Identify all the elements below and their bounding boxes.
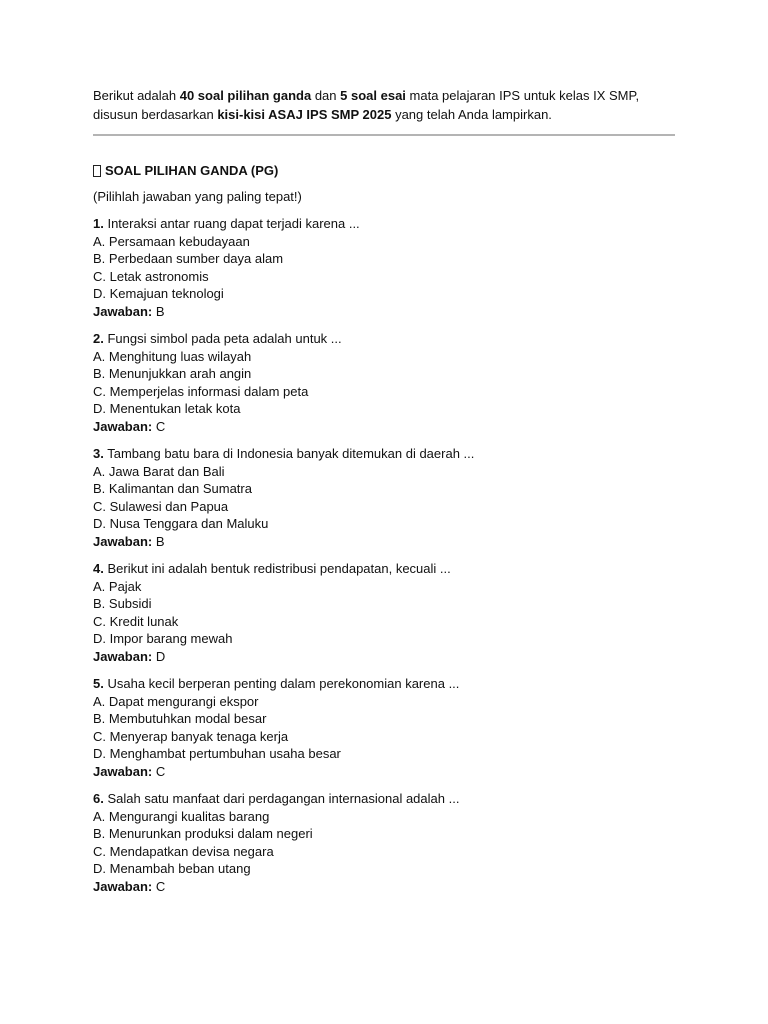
question-item: [93, 790, 675, 895]
answer-label: Jawaban:: [93, 418, 153, 434]
question-text: Interaksi antar ruang dapat terjadi karena ...: [107, 216, 360, 231]
answer-key: [93, 418, 675, 436]
answer-label: Jawaban:: [93, 878, 153, 894]
answer-key: [93, 763, 675, 781]
question-number: 2.: [93, 331, 104, 346]
answer-value: C: [155, 763, 166, 779]
answer-option: B. Subsidi: [93, 596, 152, 611]
answer-option: D. Nusa Tenggara dan Maluku: [93, 516, 269, 531]
answer-option: A. Menghitung luas wilayah: [93, 348, 252, 364]
intro-text-1: Berikut adalah: [93, 88, 180, 103]
answer-key: [93, 533, 675, 551]
intro-bold-essay-count: 5 soal esai: [340, 88, 406, 103]
intro-text-3: mata pelajaran IPS untuk kelas IX SMP, disusun berdasarkan: [93, 88, 640, 122]
answer-option: C. Sulawesi dan Papua: [93, 498, 229, 514]
answer-option: C. Kredit lunak: [93, 613, 179, 629]
question-item: [93, 560, 675, 665]
intro-text-2: dan: [311, 88, 341, 103]
answer-option: A. Mengurangi kualitas barang: [93, 808, 270, 824]
question-item: [93, 330, 675, 435]
question-number: 3.: [93, 446, 104, 461]
answer-option: D. Menghambat pertumbuhan usaha besar: [93, 746, 341, 761]
question-stem: [93, 445, 675, 463]
intro-paragraph: [93, 86, 675, 124]
question-stem: [93, 790, 675, 808]
question-stem: [93, 675, 675, 693]
answer-option: A. Pajak: [93, 578, 142, 594]
question-text: Berikut ini adalah bentuk redistribusi pendapatan, kecuali ...: [107, 561, 451, 576]
question-item: [93, 215, 675, 320]
answer-option: D. Kemajuan teknologi: [93, 286, 224, 301]
intro-bold-pg-count: 40 soal pilihan ganda: [179, 88, 312, 103]
answer-key: [93, 878, 675, 896]
answer-option: D. Impor barang mewah: [93, 631, 233, 646]
intro-text-4: yang telah Anda lampirkan.: [391, 107, 552, 122]
section-heading: [93, 162, 675, 179]
answer-option: D. Menambah beban utang: [93, 861, 251, 876]
question-stem: [93, 215, 675, 233]
question-number: 4.: [93, 561, 104, 576]
answer-key: [93, 303, 675, 321]
section-title: SOAL PILIHAN GANDA (PG): [105, 163, 279, 178]
answer-option: C. Menyerap banyak tenaga kerja: [93, 728, 289, 744]
answer-option: D. Menentukan letak kota: [93, 401, 241, 416]
answer-key: [93, 648, 675, 666]
question-number: 1.: [93, 216, 104, 231]
horizontal-divider: [93, 134, 675, 136]
answer-option: B. Kalimantan dan Sumatra: [93, 481, 252, 496]
document-page: [93, 86, 675, 895]
answer-option: A. Persamaan kebudayaan: [93, 233, 250, 249]
answer-option: C. Memperjelas informasi dalam peta: [93, 383, 309, 399]
question-item: [93, 675, 675, 780]
answer-value: C: [155, 418, 166, 434]
answer-option: B. Menurunkan produksi dalam negeri: [93, 826, 313, 841]
answer-option: B. Membutuhkan modal besar: [93, 711, 267, 726]
question-text: Fungsi simbol pada peta adalah untuk ...: [107, 331, 342, 346]
answer-option: A. Dapat mengurangi ekspor: [93, 693, 259, 709]
intro-bold-kisi-kisi: kisi-kisi ASAJ IPS SMP 2025: [217, 107, 392, 122]
answer-value: B: [155, 533, 165, 549]
answer-label: Jawaban:: [93, 763, 153, 779]
answer-value: D: [155, 648, 166, 664]
question-text: Salah satu manfaat dari perdagangan internasional adalah ...: [107, 791, 460, 806]
answer-label: Jawaban:: [93, 533, 153, 549]
question-item: [93, 445, 675, 550]
answer-option: A. Jawa Barat dan Bali: [93, 463, 225, 479]
answer-option: C. Mendapatkan devisa negara: [93, 843, 274, 859]
question-list: [93, 215, 675, 895]
answer-label: Jawaban:: [93, 303, 153, 319]
unknown-glyph-box-icon: [93, 165, 101, 177]
question-number: 5.: [93, 676, 104, 691]
section-instruction: (Pilihlah jawaban yang paling tepat!): [93, 189, 302, 204]
question-text: Usaha kecil berperan penting dalam perekonomian karena ...: [107, 676, 460, 691]
question-number: 6.: [93, 791, 104, 806]
answer-option: B. Perbedaan sumber daya alam: [93, 251, 284, 266]
answer-option: C. Letak astronomis: [93, 268, 209, 284]
question-stem: [93, 330, 675, 348]
answer-value: C: [155, 878, 166, 894]
question-text: Tambang batu bara di Indonesia banyak ditemukan di daerah ...: [107, 446, 475, 461]
question-stem: [93, 560, 675, 578]
answer-label: Jawaban:: [93, 648, 153, 664]
answer-option: B. Menunjukkan arah angin: [93, 366, 252, 381]
answer-value: B: [155, 303, 165, 319]
